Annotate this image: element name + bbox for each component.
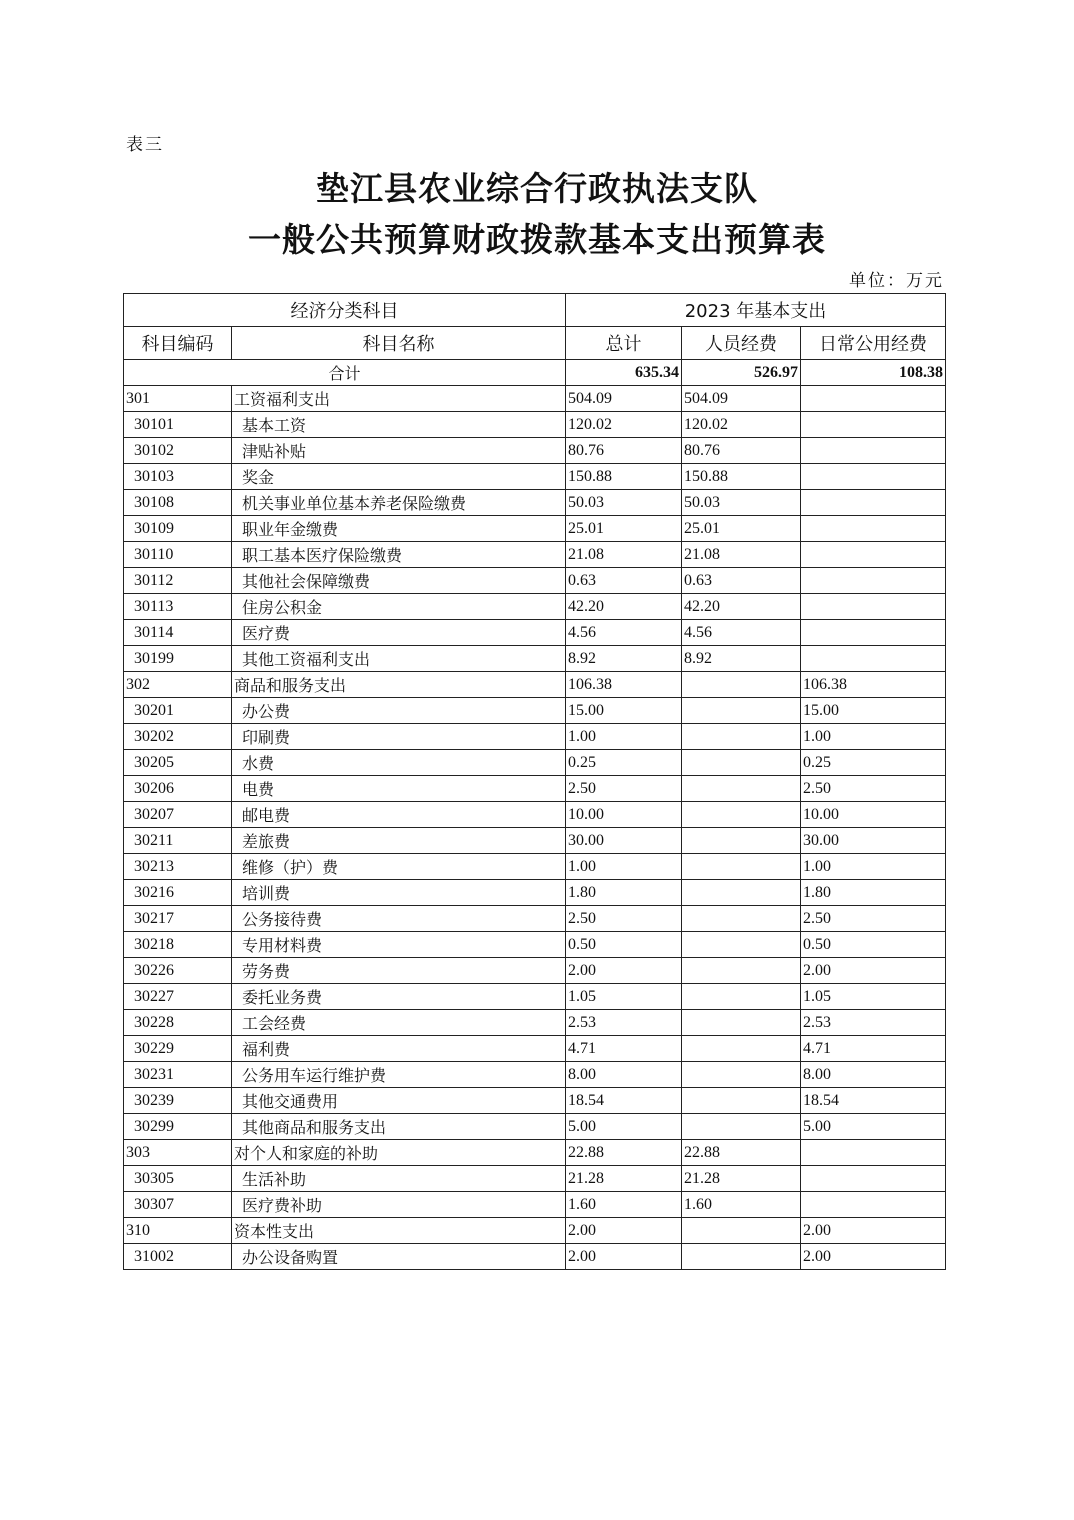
- header-subject-name: 科目名称: [232, 327, 566, 360]
- total-cell: 21.28: [566, 1166, 682, 1192]
- personnel-cell: [682, 906, 801, 932]
- subject-code-cell: 310: [124, 1218, 232, 1244]
- personnel-cell: 4.56: [682, 620, 801, 646]
- personnel-cell: [682, 880, 801, 906]
- total-amount: 635.34: [566, 360, 682, 386]
- public-cell: 2.00: [801, 958, 946, 984]
- document-title-line1: 垫江县农业综合行政执法支队: [316, 169, 758, 208]
- table-row: [124, 1218, 946, 1244]
- personnel-cell: 50.03: [682, 490, 801, 516]
- public-cell: 2.00: [801, 1244, 946, 1270]
- subject-code-cell: 30199: [124, 646, 232, 672]
- table-row: [124, 828, 946, 854]
- public-cell: [801, 1166, 946, 1192]
- personnel-cell: 21.28: [682, 1166, 801, 1192]
- subject-code-cell: 30110: [124, 542, 232, 568]
- public-cell: 30.00: [801, 828, 946, 854]
- public-cell: [801, 464, 946, 490]
- public-cell: [801, 1192, 946, 1218]
- subject-code-cell: 302: [124, 672, 232, 698]
- table-row: [124, 620, 946, 646]
- subject-name-cell: 生活补助: [232, 1166, 566, 1192]
- personnel-cell: [682, 776, 801, 802]
- subject-name-cell: 资本性支出: [232, 1218, 566, 1244]
- total-cell: 15.00: [566, 698, 682, 724]
- header-economic-category: 经济分类科目: [124, 294, 566, 327]
- table-row: [124, 1192, 946, 1218]
- total-cell: 1.00: [566, 854, 682, 880]
- subject-code-cell: 30205: [124, 750, 232, 776]
- personnel-cell: 1.60: [682, 1192, 801, 1218]
- subject-code-cell: 30213: [124, 854, 232, 880]
- total-cell: 2.50: [566, 906, 682, 932]
- total-cell: 1.80: [566, 880, 682, 906]
- total-cell: 504.09: [566, 386, 682, 412]
- public-cell: 1.00: [801, 854, 946, 880]
- personnel-cell: [682, 1062, 801, 1088]
- subject-name-cell: 津贴补贴: [232, 438, 566, 464]
- table-row: [124, 750, 946, 776]
- table-row: [124, 412, 946, 438]
- total-cell: 2.53: [566, 1010, 682, 1036]
- table-row: [124, 906, 946, 932]
- subject-code-cell: 30113: [124, 594, 232, 620]
- table-row: [124, 542, 946, 568]
- public-cell: 10.00: [801, 802, 946, 828]
- public-cell: 8.00: [801, 1062, 946, 1088]
- total-cell: 80.76: [566, 438, 682, 464]
- total-cell: 8.92: [566, 646, 682, 672]
- total-cell: 2.50: [566, 776, 682, 802]
- total-cell: 1.60: [566, 1192, 682, 1218]
- total-cell: 0.50: [566, 932, 682, 958]
- total-label: 合计: [124, 360, 566, 386]
- table-row: [124, 1166, 946, 1192]
- personnel-cell: [682, 932, 801, 958]
- personnel-cell: [682, 1036, 801, 1062]
- subject-code-cell: 30218: [124, 932, 232, 958]
- table-row: [124, 724, 946, 750]
- table-row: [124, 438, 946, 464]
- table-row: [124, 1114, 946, 1140]
- total-cell: 8.00: [566, 1062, 682, 1088]
- subject-code-cell: 30201: [124, 698, 232, 724]
- personnel-cell: 21.08: [682, 542, 801, 568]
- table-row: [124, 802, 946, 828]
- subject-code-cell: 30307: [124, 1192, 232, 1218]
- table-row: [124, 490, 946, 516]
- total-cell: 1.05: [566, 984, 682, 1010]
- subject-code-cell: 30206: [124, 776, 232, 802]
- subject-name-cell: 医疗费: [232, 620, 566, 646]
- personnel-cell: [682, 1010, 801, 1036]
- personnel-cell: [682, 724, 801, 750]
- total-personnel-amount: 526.97: [682, 360, 801, 386]
- total-cell: 0.25: [566, 750, 682, 776]
- subject-code-cell: 30114: [124, 620, 232, 646]
- subject-code-cell: 30231: [124, 1062, 232, 1088]
- total-cell: 2.00: [566, 1244, 682, 1270]
- subject-name-cell: 工资福利支出: [232, 386, 566, 412]
- total-cell: 1.00: [566, 724, 682, 750]
- table-row: [124, 1244, 946, 1270]
- personnel-cell: [682, 1088, 801, 1114]
- table-row: [124, 1088, 946, 1114]
- subject-name-cell: 办公设备购置: [232, 1244, 566, 1270]
- subject-code-cell: 30101: [124, 412, 232, 438]
- public-cell: [801, 1140, 946, 1166]
- personnel-cell: 22.88: [682, 1140, 801, 1166]
- subject-name-cell: 差旅费: [232, 828, 566, 854]
- page-label: 表三: [126, 135, 164, 155]
- subject-name-cell: 劳务费: [232, 958, 566, 984]
- total-cell: 4.71: [566, 1036, 682, 1062]
- personnel-cell: 120.02: [682, 412, 801, 438]
- public-cell: 2.00: [801, 1218, 946, 1244]
- table-row: [124, 932, 946, 958]
- subject-name-cell: 公务接待费: [232, 906, 566, 932]
- public-cell: 0.50: [801, 932, 946, 958]
- public-cell: 18.54: [801, 1088, 946, 1114]
- public-cell: [801, 438, 946, 464]
- header-total: 总计: [566, 327, 682, 360]
- total-cell: 120.02: [566, 412, 682, 438]
- table-row: [124, 672, 946, 698]
- subject-name-cell: 福利费: [232, 1036, 566, 1062]
- public-cell: [801, 620, 946, 646]
- personnel-cell: 80.76: [682, 438, 801, 464]
- public-cell: [801, 594, 946, 620]
- total-cell: 150.88: [566, 464, 682, 490]
- total-row: [124, 360, 946, 386]
- subject-name-cell: 医疗费补助: [232, 1192, 566, 1218]
- public-cell: [801, 646, 946, 672]
- total-cell: 4.56: [566, 620, 682, 646]
- subject-code-cell: 31002: [124, 1244, 232, 1270]
- subject-name-cell: 其他商品和服务支出: [232, 1114, 566, 1140]
- subject-name-cell: 其他社会保障缴费: [232, 568, 566, 594]
- table-row: [124, 958, 946, 984]
- subject-name-cell: 对个人和家庭的补助: [232, 1140, 566, 1166]
- subject-name-cell: 职业年金缴费: [232, 516, 566, 542]
- header-group-row: [124, 294, 946, 327]
- subject-name-cell: 其他工资福利支出: [232, 646, 566, 672]
- total-cell: 25.01: [566, 516, 682, 542]
- personnel-cell: [682, 672, 801, 698]
- subject-name-cell: 印刷费: [232, 724, 566, 750]
- table-row: [124, 594, 946, 620]
- personnel-cell: 8.92: [682, 646, 801, 672]
- public-cell: 5.00: [801, 1114, 946, 1140]
- subject-name-cell: 住房公积金: [232, 594, 566, 620]
- subject-code-cell: 30305: [124, 1166, 232, 1192]
- document-title-line2: 一般公共预算财政拨款基本支出预算表: [248, 220, 826, 259]
- personnel-cell: [682, 854, 801, 880]
- subject-code-cell: 30299: [124, 1114, 232, 1140]
- public-cell: 1.00: [801, 724, 946, 750]
- subject-code-cell: 30207: [124, 802, 232, 828]
- table-row: [124, 880, 946, 906]
- subject-name-cell: 电费: [232, 776, 566, 802]
- personnel-cell: [682, 802, 801, 828]
- subject-name-cell: 培训费: [232, 880, 566, 906]
- public-cell: [801, 542, 946, 568]
- public-cell: 2.50: [801, 776, 946, 802]
- subject-code-cell: 30217: [124, 906, 232, 932]
- public-cell: 2.50: [801, 906, 946, 932]
- subject-name-cell: 邮电费: [232, 802, 566, 828]
- personnel-cell: 504.09: [682, 386, 801, 412]
- table-row: [124, 1036, 946, 1062]
- subject-code-cell: 30229: [124, 1036, 232, 1062]
- subject-code-cell: 30102: [124, 438, 232, 464]
- table-row: [124, 464, 946, 490]
- subject-name-cell: 工会经费: [232, 1010, 566, 1036]
- personnel-cell: 42.20: [682, 594, 801, 620]
- personnel-cell: [682, 984, 801, 1010]
- subject-name-cell: 委托业务费: [232, 984, 566, 1010]
- public-cell: [801, 516, 946, 542]
- total-cell: 22.88: [566, 1140, 682, 1166]
- subject-code-cell: 30109: [124, 516, 232, 542]
- personnel-cell: [682, 958, 801, 984]
- subject-code-cell: 301: [124, 386, 232, 412]
- table-row: [124, 516, 946, 542]
- header-personnel-expense: 人员经费: [682, 327, 801, 360]
- public-cell: [801, 568, 946, 594]
- total-cell: 30.00: [566, 828, 682, 854]
- total-cell: 5.00: [566, 1114, 682, 1140]
- personnel-cell: [682, 1244, 801, 1270]
- personnel-cell: 25.01: [682, 516, 801, 542]
- total-cell: 42.20: [566, 594, 682, 620]
- header-public-expense: 日常公用经费: [801, 327, 946, 360]
- public-cell: 1.80: [801, 880, 946, 906]
- subject-code-cell: 30112: [124, 568, 232, 594]
- table-row: [124, 386, 946, 412]
- table-row: [124, 854, 946, 880]
- subject-code-cell: 30202: [124, 724, 232, 750]
- public-cell: [801, 386, 946, 412]
- table-row: [124, 1062, 946, 1088]
- total-cell: 21.08: [566, 542, 682, 568]
- subject-name-cell: 其他交通费用: [232, 1088, 566, 1114]
- total-cell: 18.54: [566, 1088, 682, 1114]
- subject-name-cell: 水费: [232, 750, 566, 776]
- subject-name-cell: 奖金: [232, 464, 566, 490]
- subject-name-cell: 专用材料费: [232, 932, 566, 958]
- public-cell: 15.00: [801, 698, 946, 724]
- subject-name-cell: 商品和服务支出: [232, 672, 566, 698]
- total-cell: 106.38: [566, 672, 682, 698]
- subject-name-cell: 公务用车运行维护费: [232, 1062, 566, 1088]
- personnel-cell: [682, 698, 801, 724]
- subject-code-cell: 30103: [124, 464, 232, 490]
- personnel-cell: [682, 1114, 801, 1140]
- total-cell: 0.63: [566, 568, 682, 594]
- personnel-cell: 0.63: [682, 568, 801, 594]
- subject-code-cell: 30216: [124, 880, 232, 906]
- subject-code-cell: 303: [124, 1140, 232, 1166]
- total-cell: 10.00: [566, 802, 682, 828]
- table-row: [124, 646, 946, 672]
- header-columns-row: [124, 327, 946, 360]
- personnel-cell: [682, 1218, 801, 1244]
- subject-name-cell: 办公费: [232, 698, 566, 724]
- personnel-cell: [682, 750, 801, 776]
- header-basic-expenditure-2023: 2023 年基本支出: [566, 294, 946, 327]
- public-cell: 2.53: [801, 1010, 946, 1036]
- subject-name-cell: 基本工资: [232, 412, 566, 438]
- personnel-cell: [682, 828, 801, 854]
- table-row: [124, 984, 946, 1010]
- subject-code-cell: 30211: [124, 828, 232, 854]
- table-row: [124, 1010, 946, 1036]
- header-subject-code: 科目编码: [124, 327, 232, 360]
- subject-code-cell: 30108: [124, 490, 232, 516]
- subject-name-cell: 机关事业单位基本养老保险缴费: [232, 490, 566, 516]
- public-cell: 1.05: [801, 984, 946, 1010]
- total-cell: 2.00: [566, 958, 682, 984]
- public-cell: 0.25: [801, 750, 946, 776]
- personnel-cell: 150.88: [682, 464, 801, 490]
- total-cell: 2.00: [566, 1218, 682, 1244]
- public-cell: 106.38: [801, 672, 946, 698]
- table-row: [124, 776, 946, 802]
- public-cell: 4.71: [801, 1036, 946, 1062]
- table-row: [124, 698, 946, 724]
- budget-table: [123, 293, 946, 1270]
- subject-code-cell: 30239: [124, 1088, 232, 1114]
- table-row: [124, 568, 946, 594]
- subject-code-cell: 30227: [124, 984, 232, 1010]
- unit-label: 单位：万元: [849, 271, 944, 291]
- subject-name-cell: 职工基本医疗保险缴费: [232, 542, 566, 568]
- table-row: [124, 1140, 946, 1166]
- total-public-amount: 108.38: [801, 360, 946, 386]
- public-cell: [801, 490, 946, 516]
- public-cell: [801, 412, 946, 438]
- subject-name-cell: 维修（护）费: [232, 854, 566, 880]
- subject-code-cell: 30228: [124, 1010, 232, 1036]
- total-cell: 50.03: [566, 490, 682, 516]
- subject-code-cell: 30226: [124, 958, 232, 984]
